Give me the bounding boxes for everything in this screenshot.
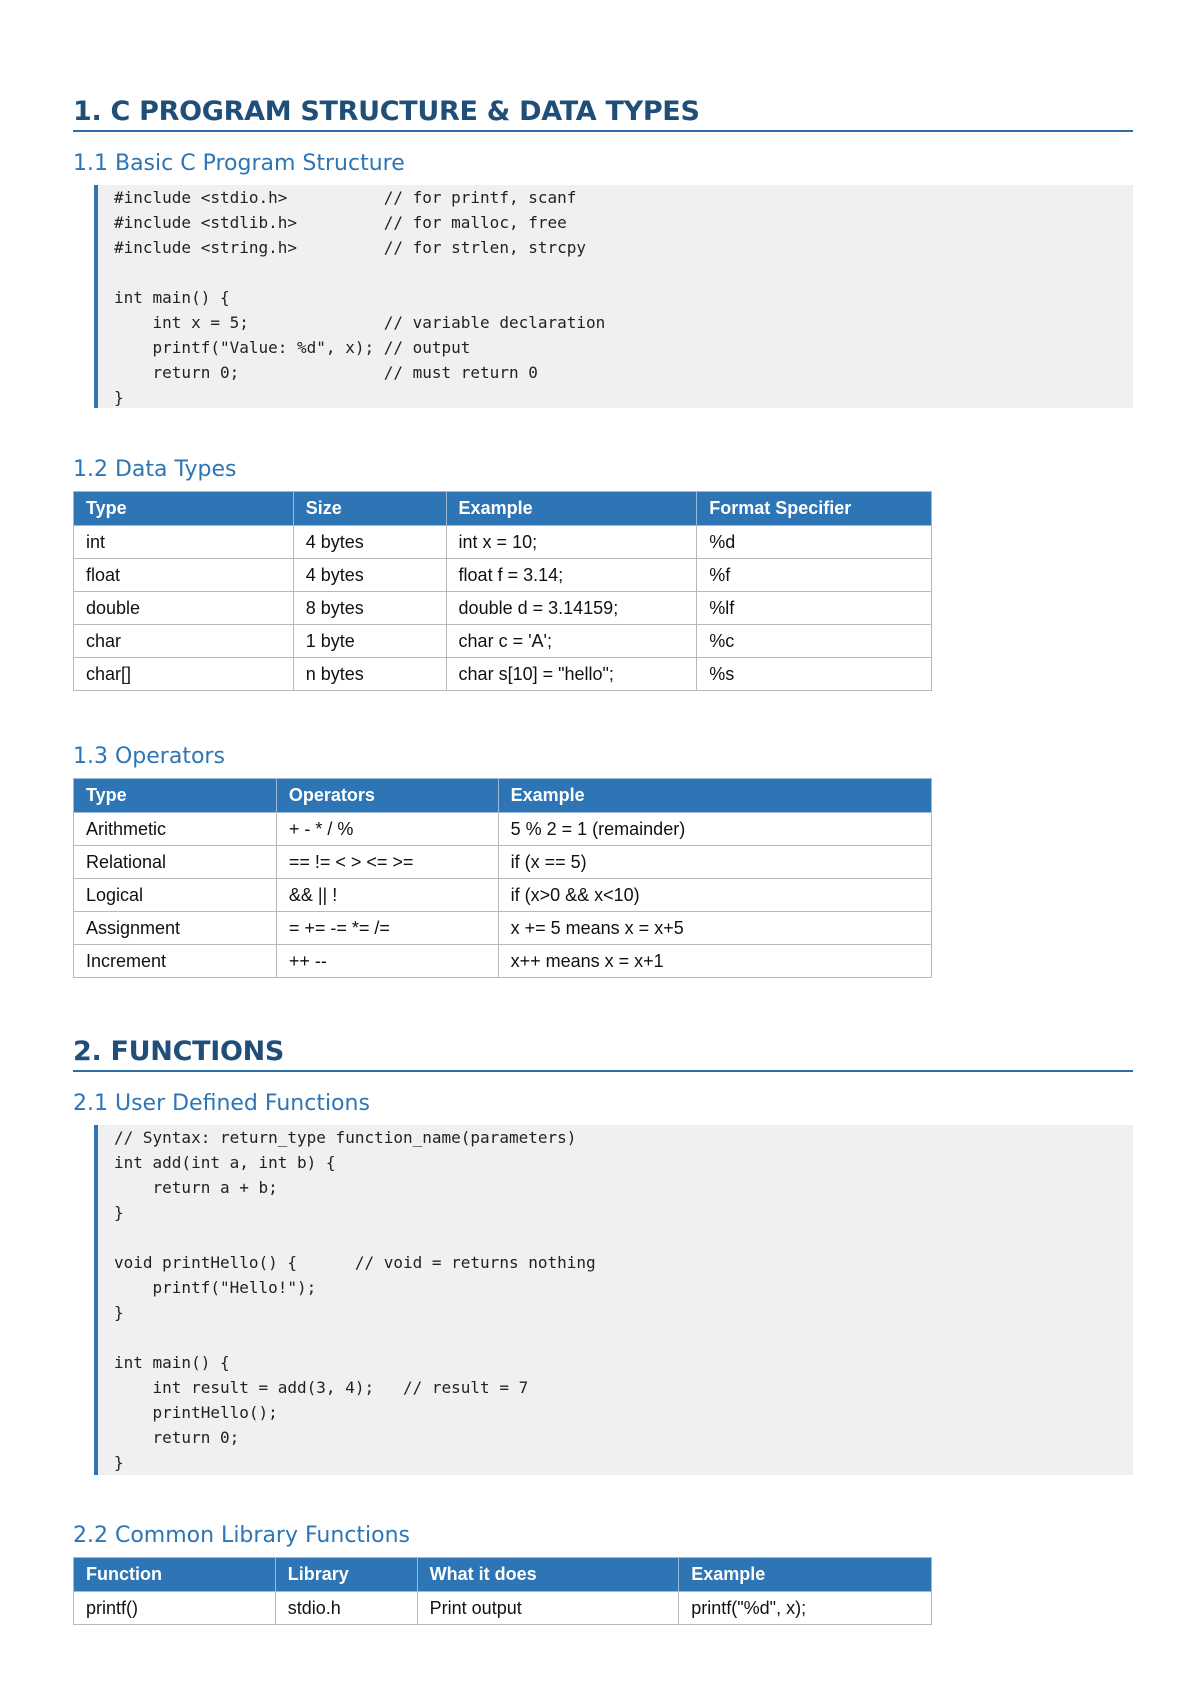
subsection-1-3-title: 1.3 Operators bbox=[73, 744, 225, 769]
table-row bbox=[74, 526, 932, 559]
table-row bbox=[74, 846, 932, 879]
table-cell: float bbox=[74, 559, 294, 592]
section-2-title: 2. FUNCTIONS bbox=[73, 1036, 1133, 1072]
code-line: printf("Value: %d", x); // output bbox=[114, 338, 471, 357]
subsection-2-2-title: 2.2 Common Library Functions bbox=[73, 1523, 411, 1548]
code-line: } bbox=[114, 1203, 124, 1222]
code-line: int main() { bbox=[114, 1353, 230, 1372]
table-cell: char[] bbox=[74, 658, 294, 691]
table-row bbox=[74, 813, 932, 846]
code-line: } bbox=[114, 1453, 124, 1472]
code-line: } bbox=[114, 388, 124, 407]
table-cell: == != < > <= >= bbox=[276, 846, 498, 879]
table-cell: x++ means x = x+1 bbox=[498, 945, 931, 978]
table-header-row bbox=[74, 779, 932, 813]
code-line: printf("Hello!"); bbox=[114, 1278, 317, 1297]
table-cell: if (x>0 && x<10) bbox=[498, 879, 931, 912]
table-cell: if (x == 5) bbox=[498, 846, 931, 879]
code-line: int add(int a, int b) { bbox=[114, 1153, 336, 1172]
table-cell: = += -= *= /= bbox=[276, 912, 498, 945]
table-cell: char s[10] = "hello"; bbox=[446, 658, 697, 691]
table-row bbox=[74, 625, 932, 658]
code-line: return 0; bbox=[114, 1428, 240, 1447]
table-row bbox=[74, 945, 932, 978]
table-cell: double bbox=[74, 592, 294, 625]
table-cell: x += 5 means x = x+5 bbox=[498, 912, 931, 945]
code-line bbox=[114, 260, 1133, 285]
section-1-heading bbox=[73, 96, 1133, 132]
table-cell: int bbox=[74, 526, 294, 559]
section-2-heading bbox=[73, 1036, 1133, 1072]
column-header: Format Specifier bbox=[697, 492, 932, 526]
column-header: What it does bbox=[417, 1558, 679, 1592]
table-row bbox=[74, 559, 932, 592]
subsection-1-1-title: 1.1 Basic C Program Structure bbox=[73, 151, 405, 176]
table-cell: %s bbox=[697, 658, 932, 691]
column-header: Example bbox=[679, 1558, 932, 1592]
table-row bbox=[74, 1592, 932, 1625]
table-header-row bbox=[74, 492, 932, 526]
data-types-table bbox=[73, 491, 932, 691]
table-cell: Logical bbox=[74, 879, 277, 912]
code-line: } bbox=[114, 1303, 124, 1322]
code-line: #include <stdio.h> // for printf, scanf bbox=[114, 188, 577, 207]
library-functions-table bbox=[73, 1557, 932, 1625]
column-header: Function bbox=[74, 1558, 276, 1592]
table-cell: %f bbox=[697, 559, 932, 592]
column-header: Type bbox=[74, 779, 277, 813]
table-cell: 8 bytes bbox=[293, 592, 446, 625]
table-row bbox=[74, 592, 932, 625]
table-header-row bbox=[74, 1558, 932, 1592]
table-cell: 5 % 2 = 1 (remainder) bbox=[498, 813, 931, 846]
table-cell: printf() bbox=[74, 1592, 276, 1625]
code-line: int x = 5; // variable declaration bbox=[114, 313, 606, 332]
table-cell: float f = 3.14; bbox=[446, 559, 697, 592]
table-cell: 1 byte bbox=[293, 625, 446, 658]
code-block-user-functions bbox=[94, 1125, 1133, 1475]
table-cell: char c = 'A'; bbox=[446, 625, 697, 658]
code-line: // Syntax: return_type function_name(parameters) bbox=[114, 1128, 577, 1147]
code-line bbox=[114, 1325, 1133, 1350]
column-header: Library bbox=[275, 1558, 417, 1592]
column-header: Example bbox=[446, 492, 697, 526]
table-row bbox=[74, 658, 932, 691]
table-cell: Relational bbox=[74, 846, 277, 879]
table-cell: double d = 3.14159; bbox=[446, 592, 697, 625]
table-cell: 4 bytes bbox=[293, 526, 446, 559]
table-cell: ++ -- bbox=[276, 945, 498, 978]
code-block-program-structure bbox=[94, 185, 1133, 408]
table-cell: && || ! bbox=[276, 879, 498, 912]
operators-table bbox=[73, 778, 932, 978]
table-cell: int x = 10; bbox=[446, 526, 697, 559]
code-line: int result = add(3, 4); // result = 7 bbox=[114, 1378, 529, 1397]
code-line: #include <stdlib.h> // for malloc, free bbox=[114, 213, 567, 232]
code-line: return 0; // must return 0 bbox=[114, 363, 538, 382]
table-row bbox=[74, 879, 932, 912]
code-line: void printHello() { // void = returns nothing bbox=[114, 1253, 596, 1272]
table-cell: Print output bbox=[417, 1592, 679, 1625]
column-header: Example bbox=[498, 779, 931, 813]
table-row bbox=[74, 912, 932, 945]
table-cell: stdio.h bbox=[275, 1592, 417, 1625]
code-line bbox=[114, 1225, 1133, 1250]
code-line: return a + b; bbox=[114, 1178, 278, 1197]
table-cell: n bytes bbox=[293, 658, 446, 691]
section-1-title: 1. C PROGRAM STRUCTURE & DATA TYPES bbox=[73, 96, 1133, 132]
table-cell: %d bbox=[697, 526, 932, 559]
code-line: int main() { bbox=[114, 288, 230, 307]
table-cell: %c bbox=[697, 625, 932, 658]
column-header: Type bbox=[74, 492, 294, 526]
table-cell: %lf bbox=[697, 592, 932, 625]
column-header: Operators bbox=[276, 779, 498, 813]
code-line: #include <string.h> // for strlen, strcpy bbox=[114, 238, 587, 257]
subsection-1-2-title: 1.2 Data Types bbox=[73, 457, 237, 482]
table-cell: printf("%d", x); bbox=[679, 1592, 932, 1625]
table-cell: 4 bytes bbox=[293, 559, 446, 592]
table-cell: Arithmetic bbox=[74, 813, 277, 846]
table-cell: char bbox=[74, 625, 294, 658]
column-header: Size bbox=[293, 492, 446, 526]
table-cell: Assignment bbox=[74, 912, 277, 945]
table-cell: Increment bbox=[74, 945, 277, 978]
subsection-2-1-title: 2.1 User Defined Functions bbox=[73, 1091, 370, 1116]
code-line: printHello(); bbox=[114, 1403, 278, 1422]
table-cell: + - * / % bbox=[276, 813, 498, 846]
